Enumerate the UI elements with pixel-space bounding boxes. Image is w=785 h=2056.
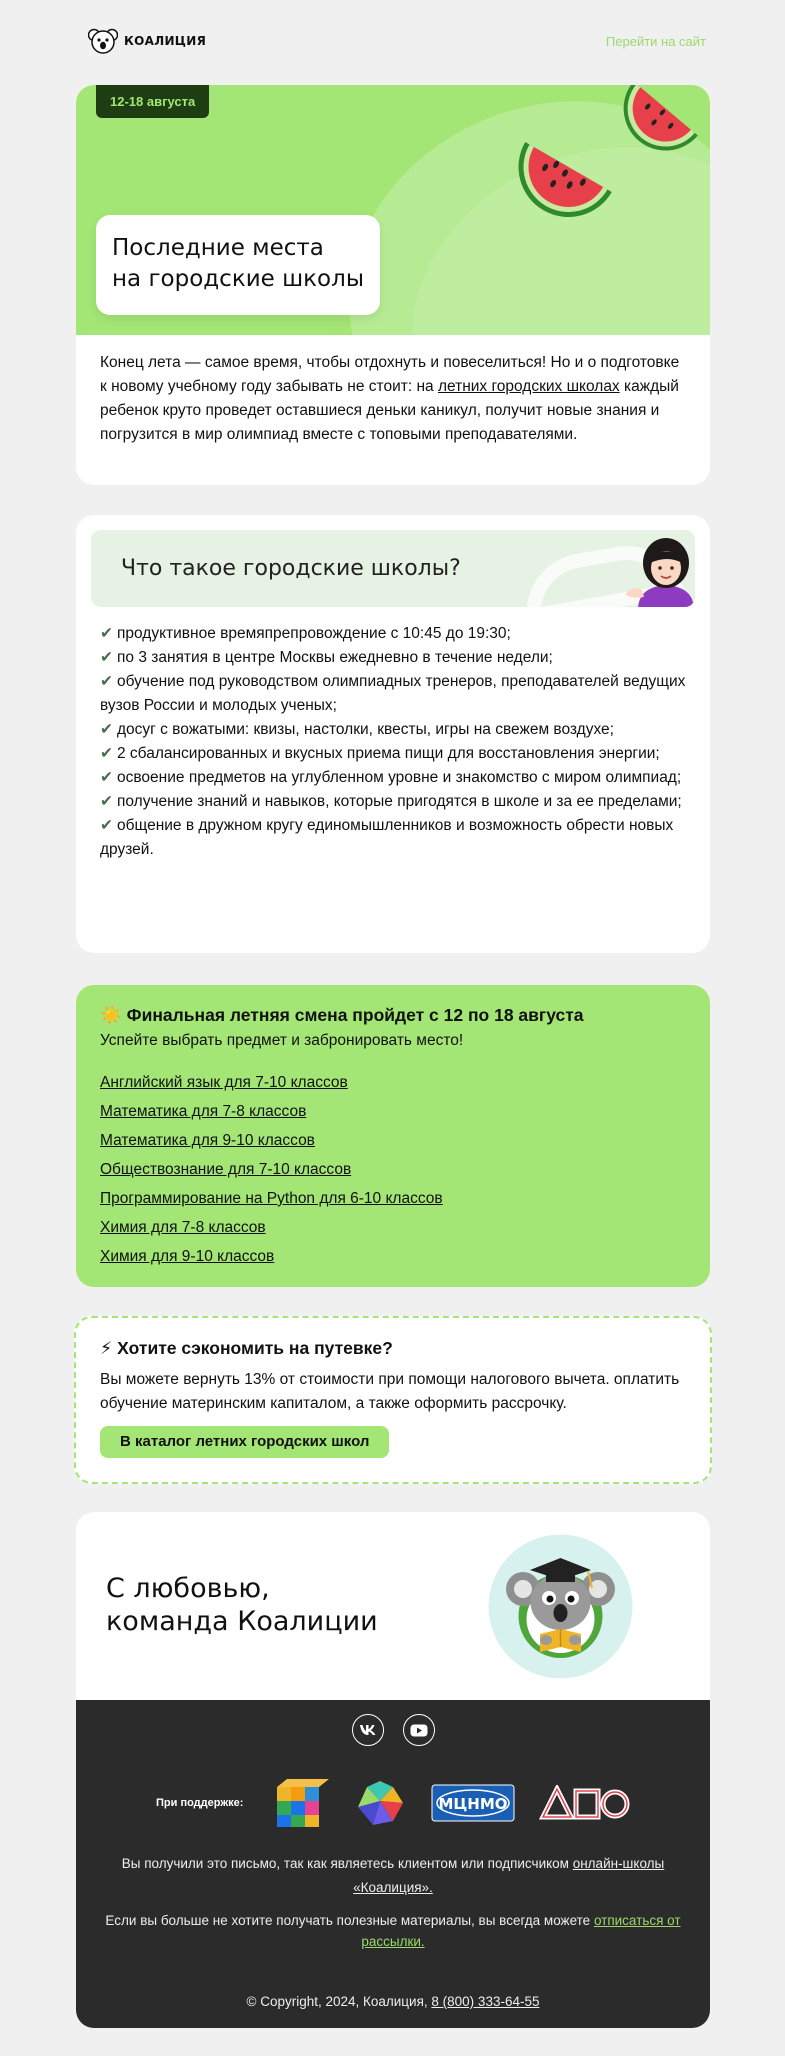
unsubscribe-notice: [96, 1910, 690, 1952]
summer-schools-link[interactable]: летних городских школах: [437, 378, 620, 395]
feature-text: общение в дружном кругу единомышленников и возможность обрести новых друзей.: [100, 817, 674, 858]
save-money-text: Вы можете вернуть 13% от стоимости при помощи налогового вычета. оплатить обучение материнским капиталом, а также оформить рассрочку.: [100, 1371, 680, 1412]
hero-title-line-2: на городские школы: [112, 266, 364, 292]
logo[interactable]: [88, 26, 206, 56]
hero-title-line-1: Последние места: [112, 235, 324, 261]
check-icon: ✔: [100, 745, 113, 762]
support-partners: [156, 1775, 636, 1830]
unsubscribe-text: Если вы больше не хотите получать полезные материалы, вы всегда можете: [105, 1913, 594, 1928]
koala-logo-icon: [88, 26, 118, 56]
feature-text: получение знаний и навыков, которые пригодятся в школе и за ее пределами;: [117, 793, 682, 810]
save-money-title-text: Хотите сэкономить на путевке?: [117, 1338, 393, 1358]
phone-link[interactable]: 8 (800) 333-64-55: [431, 1994, 540, 2009]
signature-card: [76, 1512, 710, 1702]
copyright-text: © Copyright, 2024, Коалиция,: [246, 1994, 432, 2009]
vk-icon[interactable]: [352, 1714, 384, 1746]
check-icon: ✔: [100, 793, 113, 810]
email-footer: [76, 1700, 710, 2028]
list-item: [100, 622, 690, 646]
list-item: [100, 790, 690, 814]
check-icon: ✔: [100, 817, 113, 834]
hero-text-after: каждый ребенок круто проведет оставшиеся деньки каникул, получит новые знания и погрузится в мир олимпиад вместе с топовыми преподавателями.: [100, 378, 679, 443]
feature-text: продуктивное времяпрепровождение с 10:45 до 19:30;: [117, 625, 511, 642]
social-links: [76, 1714, 710, 1746]
list-item: [100, 670, 690, 718]
email-header: [88, 24, 706, 58]
lightning-icon: ⚡: [100, 1338, 113, 1358]
check-icon: ✔: [100, 769, 113, 786]
check-icon: ✔: [100, 673, 113, 690]
feature-text: обучение под руководством олимпиадных тренеров, преподавателей ведущих вузов России и молодых ученых;: [100, 673, 686, 714]
hero-paragraph: [76, 335, 710, 463]
final-shift-title: [100, 1003, 686, 1027]
course-link-social-7-10[interactable]: Обществознание для 7-10 классов: [100, 1161, 352, 1178]
hero-title-card: [96, 215, 380, 315]
logo-text: КОАЛИЦИЯ: [124, 34, 207, 48]
about-card: [76, 515, 710, 953]
partner-mcnmo-logo[interactable]: [431, 1784, 515, 1822]
course-link-python-6-10[interactable]: Программирование на Python для 6-10 классов: [100, 1190, 443, 1207]
check-icon: ✔: [100, 721, 113, 738]
sun-icon: ☀️: [100, 1005, 122, 1025]
about-header: [91, 530, 695, 607]
signature-text: [106, 1572, 378, 1638]
catalog-button[interactable]: В каталог летних городских школ: [100, 1426, 389, 1458]
save-money-title: [100, 1336, 686, 1360]
final-shift-title-text: Финальная летняя смена пройдет с 12 по 18 августа: [126, 1005, 584, 1025]
check-icon: ✔: [100, 625, 113, 642]
woman-tipping-hand-icon: [626, 535, 695, 607]
date-badge: 12-18 августа: [96, 85, 209, 118]
course-links: [100, 1068, 686, 1271]
list-item: [100, 718, 690, 742]
signature-line-1: С любовью,: [106, 1573, 270, 1604]
feature-text: по 3 занятия в центре Москвы ежедневно в течение недели;: [117, 649, 553, 666]
mcnmo-logo-text: МЦНМО: [438, 1794, 508, 1813]
partner-flower-logo-icon[interactable]: [353, 1777, 407, 1829]
subscription-notice: [96, 1852, 690, 1900]
watermelon-icon-2: [606, 85, 706, 165]
notice-text: Вы получили это письмо, так как являетесь клиентом или подписчиком: [121, 1856, 573, 1871]
final-shift-subtitle: Успейте выбрать предмет и забронировать место!: [100, 1032, 464, 1049]
partner-cube-logo-icon[interactable]: [273, 1777, 329, 1829]
online-school-link[interactable]: онлайн-школы «Коалиция».: [353, 1856, 665, 1895]
check-icon: ✔: [100, 649, 113, 666]
course-link-chemistry-9-10[interactable]: Химия для 9-10 классов: [100, 1248, 275, 1265]
course-link-math-9-10[interactable]: Математика для 9-10 классов: [100, 1132, 315, 1149]
course-link-chemistry-7-8[interactable]: Химия для 7-8 классов: [100, 1219, 266, 1236]
unsubscribe-link[interactable]: отписаться от рассылки.: [361, 1913, 681, 1949]
youtube-icon[interactable]: [403, 1714, 435, 1746]
feature-text: досуг с вожатыми: квизы, настолки, квесты, игры на свежем воздухе;: [117, 721, 614, 738]
final-shift-card: [76, 985, 710, 1287]
about-title: Что такое городские школы?: [121, 556, 461, 581]
copyright: [76, 1994, 710, 2009]
feature-text: 2 сбалансированных и вкусных приема пищи для восстановления энергии;: [117, 745, 660, 762]
save-money-card: [74, 1316, 712, 1484]
hero-card: [76, 85, 710, 485]
watermelon-icon: [501, 125, 621, 235]
koala-graduate-icon: [488, 1534, 633, 1679]
list-item: [100, 766, 690, 790]
hero-banner: [76, 85, 710, 335]
feature-text: освоение предметов на углубленном уровне и знакомство с миром олимпиад;: [117, 769, 682, 786]
signature-line-2: команда Коалиции: [106, 1606, 378, 1637]
partner-dpo-logo[interactable]: [539, 1785, 631, 1821]
course-link-english-7-10[interactable]: Английский язык для 7-10 классов: [100, 1074, 348, 1091]
features-list: [100, 622, 690, 862]
go-to-site-link[interactable]: Перейти на сайт: [605, 33, 706, 49]
course-link-math-7-8[interactable]: Математика для 7-8 классов: [100, 1103, 307, 1120]
list-item: [100, 742, 690, 766]
list-item: [100, 646, 690, 670]
support-label: При поддержке:: [156, 1796, 244, 1809]
list-item: [100, 814, 690, 862]
hero-text-before: Конец лета — самое время, чтобы отдохнуть и повеселиться! Но и о подготовке к новому учебному году забывать не стоит: на: [100, 354, 680, 395]
